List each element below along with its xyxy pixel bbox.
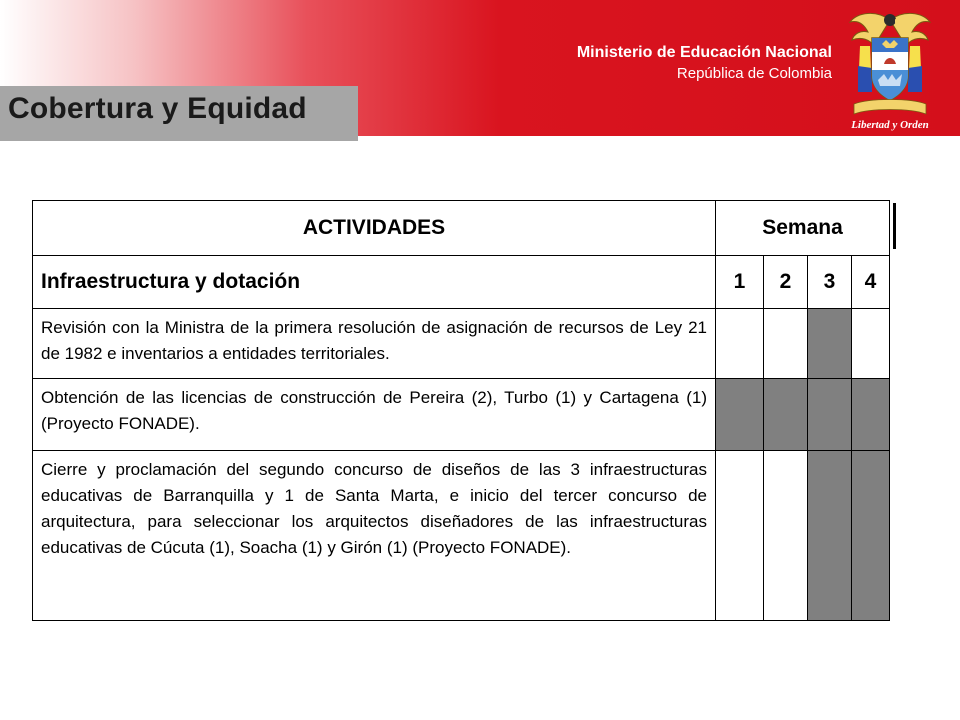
ministry-heading [577,42,832,84]
activity-description: Revisión con la Ministra de la primera resolución de asignación de recursos de Ley 21 de 1982 e inventarios a entidades territoriales. [33,309,716,379]
week-number: 3 [808,256,852,309]
week-cell [764,379,808,451]
ministry-name: Ministerio de Educación Nacional [576,44,832,61]
table-row [33,379,890,451]
week-number: 1 [716,256,764,309]
week-number: 4 [852,256,890,309]
week-cell [808,309,852,379]
table-edge-line [893,203,896,249]
table-row [33,451,890,621]
activity-description: Obtención de las licencias de construcción de Pereira (2), Turbo (1) y Cartagena (1) (Proyecto FONADE). [33,379,716,451]
week-cell [808,379,852,451]
section-title: Cobertura y Equidad [8,92,307,125]
table-row [33,309,890,379]
section-title-box [0,86,358,141]
week-cell [852,451,890,621]
header-activities: ACTIVIDADES [33,201,716,256]
group-label: Infraestructura y dotación [33,256,716,309]
week-cell [764,309,808,379]
week-number: 2 [764,256,808,309]
week-cell [716,309,764,379]
week-cell [852,379,890,451]
week-cell [716,379,764,451]
activity-description: Cierre y proclamación del segundo concurso de diseños de las 3 infraestructuras educativas de Barranquilla y 1 de Santa Marta, e inicio del tercer concurso de arquitectura, para seleccionar los arquitectos diseñadores de las infraestructuras educativas de Cúcuta (1), Soacha (1) y Girón (1) (Proyecto FONADE). [33,451,716,621]
group-row [33,256,890,309]
week-cell [852,309,890,379]
motto-text: Libertad y Orden [851,119,929,131]
table-header-row [33,201,890,256]
country-name: República de Colombia [676,65,832,82]
coat-of-arms-icon [840,6,940,131]
activities-table [32,200,890,621]
header-week: Semana [716,201,890,256]
week-cell [808,451,852,621]
week-cell [716,451,764,621]
week-cell [764,451,808,621]
